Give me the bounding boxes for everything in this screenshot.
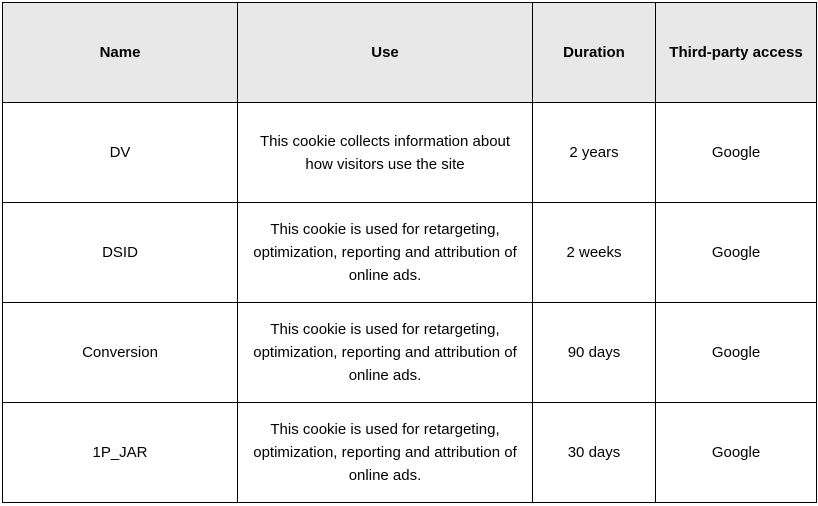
cell-third-party: Google bbox=[656, 403, 817, 503]
cell-name: DV bbox=[3, 103, 238, 203]
cell-duration: 2 years bbox=[533, 103, 656, 203]
cell-third-party: Google bbox=[656, 203, 817, 303]
cell-name: DSID bbox=[3, 203, 238, 303]
cell-use: This cookie collects information about how visitors use the site bbox=[238, 103, 533, 203]
cell-use: This cookie is used for retargeting, optimization, reporting and attribution of online ads. bbox=[238, 403, 533, 503]
cookie-table bbox=[2, 2, 817, 503]
table-row bbox=[3, 303, 817, 403]
cell-duration: 30 days bbox=[533, 403, 656, 503]
cell-name: Conversion bbox=[3, 303, 238, 403]
cell-duration: 2 weeks bbox=[533, 203, 656, 303]
cell-name: 1P_JAR bbox=[3, 403, 238, 503]
header-name: Name bbox=[3, 3, 238, 103]
cell-third-party: Google bbox=[656, 303, 817, 403]
table-row bbox=[3, 203, 817, 303]
cell-third-party: Google bbox=[656, 103, 817, 203]
cell-duration: 90 days bbox=[533, 303, 656, 403]
cell-use: This cookie is used for retargeting, optimization, reporting and attribution of online ads. bbox=[238, 303, 533, 403]
table-row bbox=[3, 103, 817, 203]
header-third-party: Third-party access bbox=[656, 3, 817, 103]
table-header-row bbox=[3, 3, 817, 103]
header-duration: Duration bbox=[533, 3, 656, 103]
cell-use: This cookie is used for retargeting, optimization, reporting and attribution of online ads. bbox=[238, 203, 533, 303]
table-row bbox=[3, 403, 817, 503]
header-use: Use bbox=[238, 3, 533, 103]
